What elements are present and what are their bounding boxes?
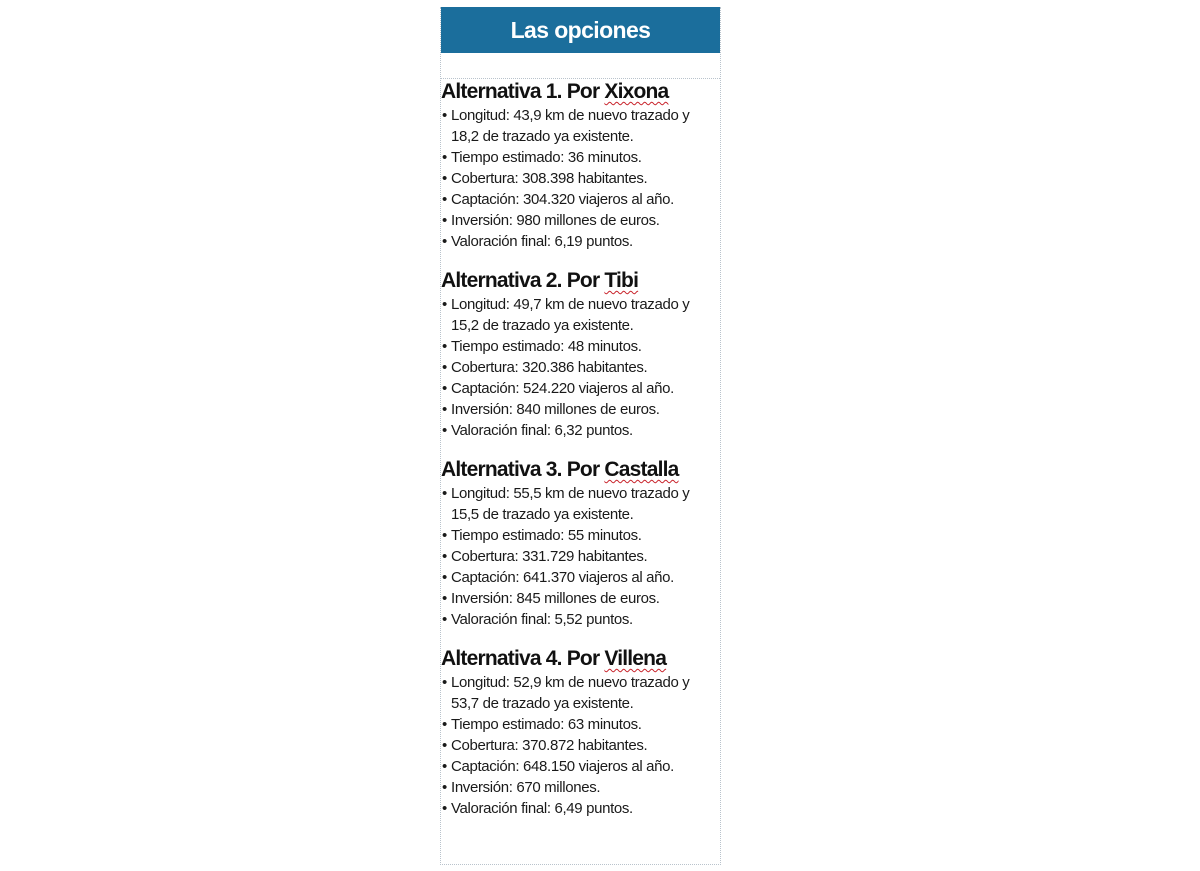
alternative-place: Xixona <box>604 80 669 103</box>
panel-header <box>441 7 720 53</box>
detail-captacion: • Captación: 648.150 viajeros al año. <box>441 756 720 777</box>
alternative-place: Villena <box>604 647 667 670</box>
panel-title: Las opciones <box>510 16 651 43</box>
detail-inversion: • Inversión: 845 millones de euros. <box>441 588 720 609</box>
alternative-3 <box>441 457 720 630</box>
detail-valoracion: • Valoración final: 6,49 puntos. <box>441 798 720 819</box>
alternative-1 <box>441 79 720 252</box>
detail-cobertura: • Cobertura: 370.872 habitantes. <box>441 735 720 756</box>
alternative-place: Castalla <box>604 458 679 481</box>
detail-longitud: • Longitud: 55,5 km de nuevo trazado y 15,5 de trazado ya existente. <box>441 483 720 525</box>
detail-inversion: • Inversión: 980 millones de euros. <box>441 210 720 231</box>
detail-cobertura: • Cobertura: 308.398 habitantes. <box>441 168 720 189</box>
alternative-details <box>441 105 720 252</box>
detail-inversion: • Inversión: 670 millones. <box>441 777 720 798</box>
detail-tiempo: • Tiempo estimado: 63 minutos. <box>441 714 720 735</box>
alternative-title <box>441 457 720 483</box>
alternative-title-prefix: Alternativa 1. Por <box>441 80 605 103</box>
detail-tiempo: • Tiempo estimado: 36 minutos. <box>441 147 720 168</box>
alternative-2 <box>441 268 720 441</box>
alternative-title <box>441 268 720 294</box>
detail-longitud: • Longitud: 49,7 km de nuevo trazado y 15,2 de trazado ya existente. <box>441 294 720 336</box>
alternative-place: Tibi <box>604 269 639 292</box>
detail-valoracion: • Valoración final: 6,32 puntos. <box>441 420 720 441</box>
detail-captacion: • Captación: 304.320 viajeros al año. <box>441 189 720 210</box>
detail-cobertura: • Cobertura: 331.729 habitantes. <box>441 546 720 567</box>
alternative-title-prefix: Alternativa 3. Por <box>441 458 605 481</box>
alternative-4 <box>441 646 720 819</box>
detail-tiempo: • Tiempo estimado: 48 minutos. <box>441 336 720 357</box>
detail-captacion: • Captación: 641.370 viajeros al año. <box>441 567 720 588</box>
detail-tiempo: • Tiempo estimado: 55 minutos. <box>441 525 720 546</box>
panel-content <box>441 78 720 819</box>
alternative-details <box>441 483 720 630</box>
options-panel <box>440 7 721 865</box>
detail-valoracion: • Valoración final: 6,19 puntos. <box>441 231 720 252</box>
detail-cobertura: • Cobertura: 320.386 habitantes. <box>441 357 720 378</box>
alternative-title-prefix: Alternativa 2. Por <box>441 269 605 292</box>
detail-captacion: • Captación: 524.220 viajeros al año. <box>441 378 720 399</box>
detail-longitud: • Longitud: 43,9 km de nuevo trazado y 18,2 de trazado ya existente. <box>441 105 720 147</box>
alternative-title <box>441 79 720 105</box>
alternative-title-prefix: Alternativa 4. Por <box>441 647 605 670</box>
detail-valoracion: • Valoración final: 5,52 puntos. <box>441 609 720 630</box>
detail-longitud: • Longitud: 52,9 km de nuevo trazado y 53,7 de trazado ya existente. <box>441 672 720 714</box>
alternative-details <box>441 294 720 441</box>
alternative-title <box>441 646 720 672</box>
detail-inversion: • Inversión: 840 millones de euros. <box>441 399 720 420</box>
alternative-details <box>441 672 720 819</box>
